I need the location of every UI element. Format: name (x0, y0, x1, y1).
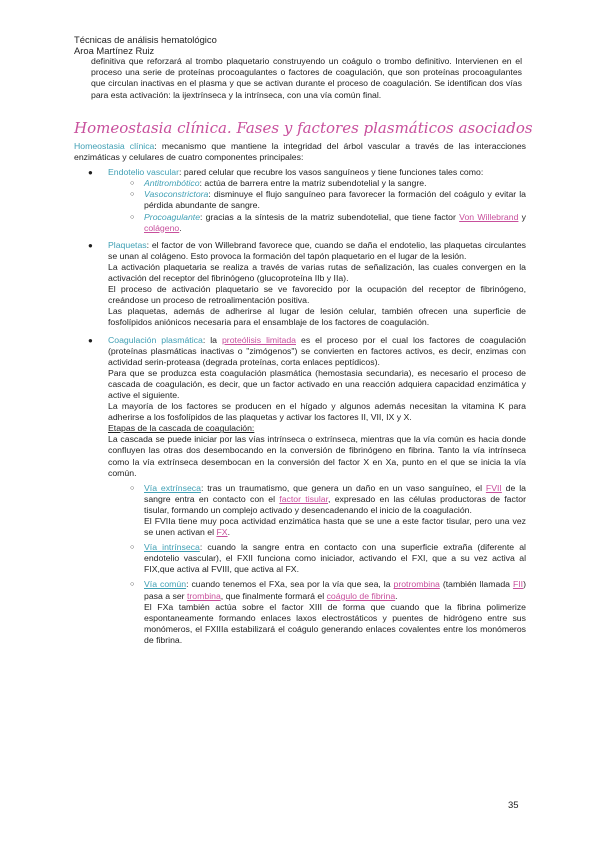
bullet-icon: ● (88, 335, 93, 345)
page-number: 35 (508, 800, 519, 811)
endotelio-term: Endotelio vascular (108, 167, 179, 178)
plaquetas-term: Plaquetas (108, 239, 147, 250)
trombina-link[interactable]: trombina (186, 590, 221, 601)
sublist-item: ○ Vasoconstrictora: disminuye el flujo sanguíneo para favorecer la formación del coágulo y evitar la pérdida abundante de sangre. (130, 189, 526, 211)
factor-tisular-link[interactable]: factor tisular (279, 493, 328, 504)
coagulo-fibrina-link[interactable]: coágulo de fibrina (326, 590, 396, 601)
bullet-icon: ● (88, 168, 93, 178)
von-willebrand-link[interactable]: Von Willebrand (459, 211, 519, 222)
protrombina-link[interactable]: protrombina (393, 579, 440, 590)
fii-link[interactable]: FII (512, 579, 524, 590)
header-title: Técnicas de análisis hematológico (74, 34, 217, 45)
via-comun-item: ○ Vía común: cuando tenemos el FXa, sea por la vía que sea, la protrombina (también llamada FII) pasa a ser trombina, que finalmente formará el coágulo de fibrina. El FXa también actúa sobre el factor XIII de forma que cuando que la fibrina polimerize espontaneamente formando enlaces laxos electrostáticos y puentes de hidrógeno entre sus monómeros, el FXIIIa estabilizará el coágulo generando enlaces covalentes entre los monómeros de fibrina. (130, 579, 526, 645)
circle-bullet-icon: ○ (130, 213, 135, 221)
sublist-item: ○ Antitrombótico: actúa de barrera entre la matriz subendotelial y la sangre. (130, 178, 427, 189)
sublist-item: ○ Procoagulante: gracias a la síntesis de la matriz subendotelial, que tiene factor Von Willebrand y colágeno. (130, 211, 526, 233)
circle-bullet-icon: ○ (130, 180, 135, 188)
etapas-title: Etapas de la cascada de coagulación: (108, 423, 255, 434)
document-body (74, 141, 526, 646)
proteolisis-link[interactable]: proteólisis limitada (221, 334, 296, 345)
via-extrinseca-item: ○ Vía extrínseca: tras un traumatismo, que genera un daño en un vaso sanguíneo, el FVII de la sangre entra en contacto con el factor tisular, expresado en las células productoras de factor tisular, formando un complejo activado y desencadenando el inicio de la coagulación. El FVIIa tiene muy poca actividad enzimática hasta que se une a este factor tisular, pero una vez se unen activan el FX. (130, 482, 526, 538)
circle-bullet-icon: ○ (130, 191, 135, 199)
page-header (74, 34, 217, 56)
circle-bullet-icon: ○ (130, 581, 135, 589)
definition-term: Homeostasia clínica (74, 141, 155, 151)
colageno-link[interactable]: colágeno (144, 222, 180, 233)
via-intrinseca-item: ○ Vía intrínseca: cuando la sangre entra en contacto con una superficie extraña (diferente al endotelio vascular), el FXII funciona como iniciador, activando el FXI, que a su vez activa al FIX,que activa al FVIII, que activa al FX. (130, 542, 526, 575)
circle-bullet-icon: ○ (130, 544, 135, 552)
bullet-icon: ● (88, 240, 93, 250)
coagulacion-term: Coagulación plasmática (108, 334, 203, 345)
section-heading: Homeostasia clínica. Fases y factores plasmáticos asociados (74, 119, 533, 137)
intro-paragraph: definitiva que reforzará al trombo plaquetario construyendo un coágulo o trombo definitivo. Intervienen en el proceso una serie de proteínas procoagulantes o factores de coagulación, que son proteínas procoagulantes que circulan inactivas en el plasma y que se activan durante el proceso de coagulación. Se identifican dos vías para esta activación: la ijextrínseca y la intrínseca, con una vía común final. (91, 56, 522, 100)
circle-bullet-icon: ○ (130, 484, 135, 492)
fx-link[interactable]: FX (216, 527, 228, 538)
list-item-endotelio: ● Endotelio vascular: pared celular que recubre los vasos sanguíneos y tiene funciones tales como: (88, 167, 484, 178)
fvii-link[interactable]: FVII (485, 482, 502, 493)
list-item-coagulacion: ● Coagulación plasmática: la proteólisis limitada es el proceso por el cual los factores de coagulación (proteínas plasmáticas inactivas o "zimógenos") se convierten en factores activos, es decir, enzimas con actividad serin-proteasa (degrada proteínas, corta enlaces peptídicos). Para que se produzca esta coagulación plasmática (hemostasia secundaria), es necesario el proceso de cascada de coagulación, es decir, que un factor activado en una reacción adquiera capacidad enzimática y active el siguiente. La mayoría de los factores se producen en el hígado y algunos además necesitan la vitamina K para adherirse a los fosfolípidos de las plaquetas y activar los factores II, VII, IX y X. Etapas de la cascada de coagulación: La cascada se puede iniciar por las vías intrínseca o extrínseca, mientras que la vía común es hacia donde confluyen las otras dos desembocando en la conversión de fibrinógeno en fibrina. Tanto la vía intrínseca como la vía extrínseca desembocan en la conversión del factor X en Xa, punto en el que se inicia la vía común. (88, 334, 526, 478)
definition-paragraph: Homeostasia clínica: mecanismo que mantiene la integridad del árbol vascular a través de las interacciones enzimáticas y celulares de cuatro componentes principales: (74, 141, 526, 163)
list-item-plaquetas: ● Plaquetas: el factor de von Willebrand favorece que, cuando se daña el endotelio, las plaquetas circulantes se unan al colágeno. Esto provoca la formación del tapón plaquetario en el lugar de la lesión. La activación plaquetaria se realiza a través de varias rutas de señalización, las cuales convergen en la activación del receptor del fibrinógeno (glucoproteína IIb y IIa). El proceso de activación plaquetario se ve favorecido por la ocupación del receptor de fibrinógeno, creándose un proceso de retroalimentación positiva. Las plaquetas, además de adherirse al lugar de lesión celular, también ofrecen una superficie de fosfolípidos aniónicos necesaria para el ensamblaje de los factores de coagulación. (88, 239, 526, 328)
header-author: Aroa Martínez Ruiz (74, 45, 155, 56)
